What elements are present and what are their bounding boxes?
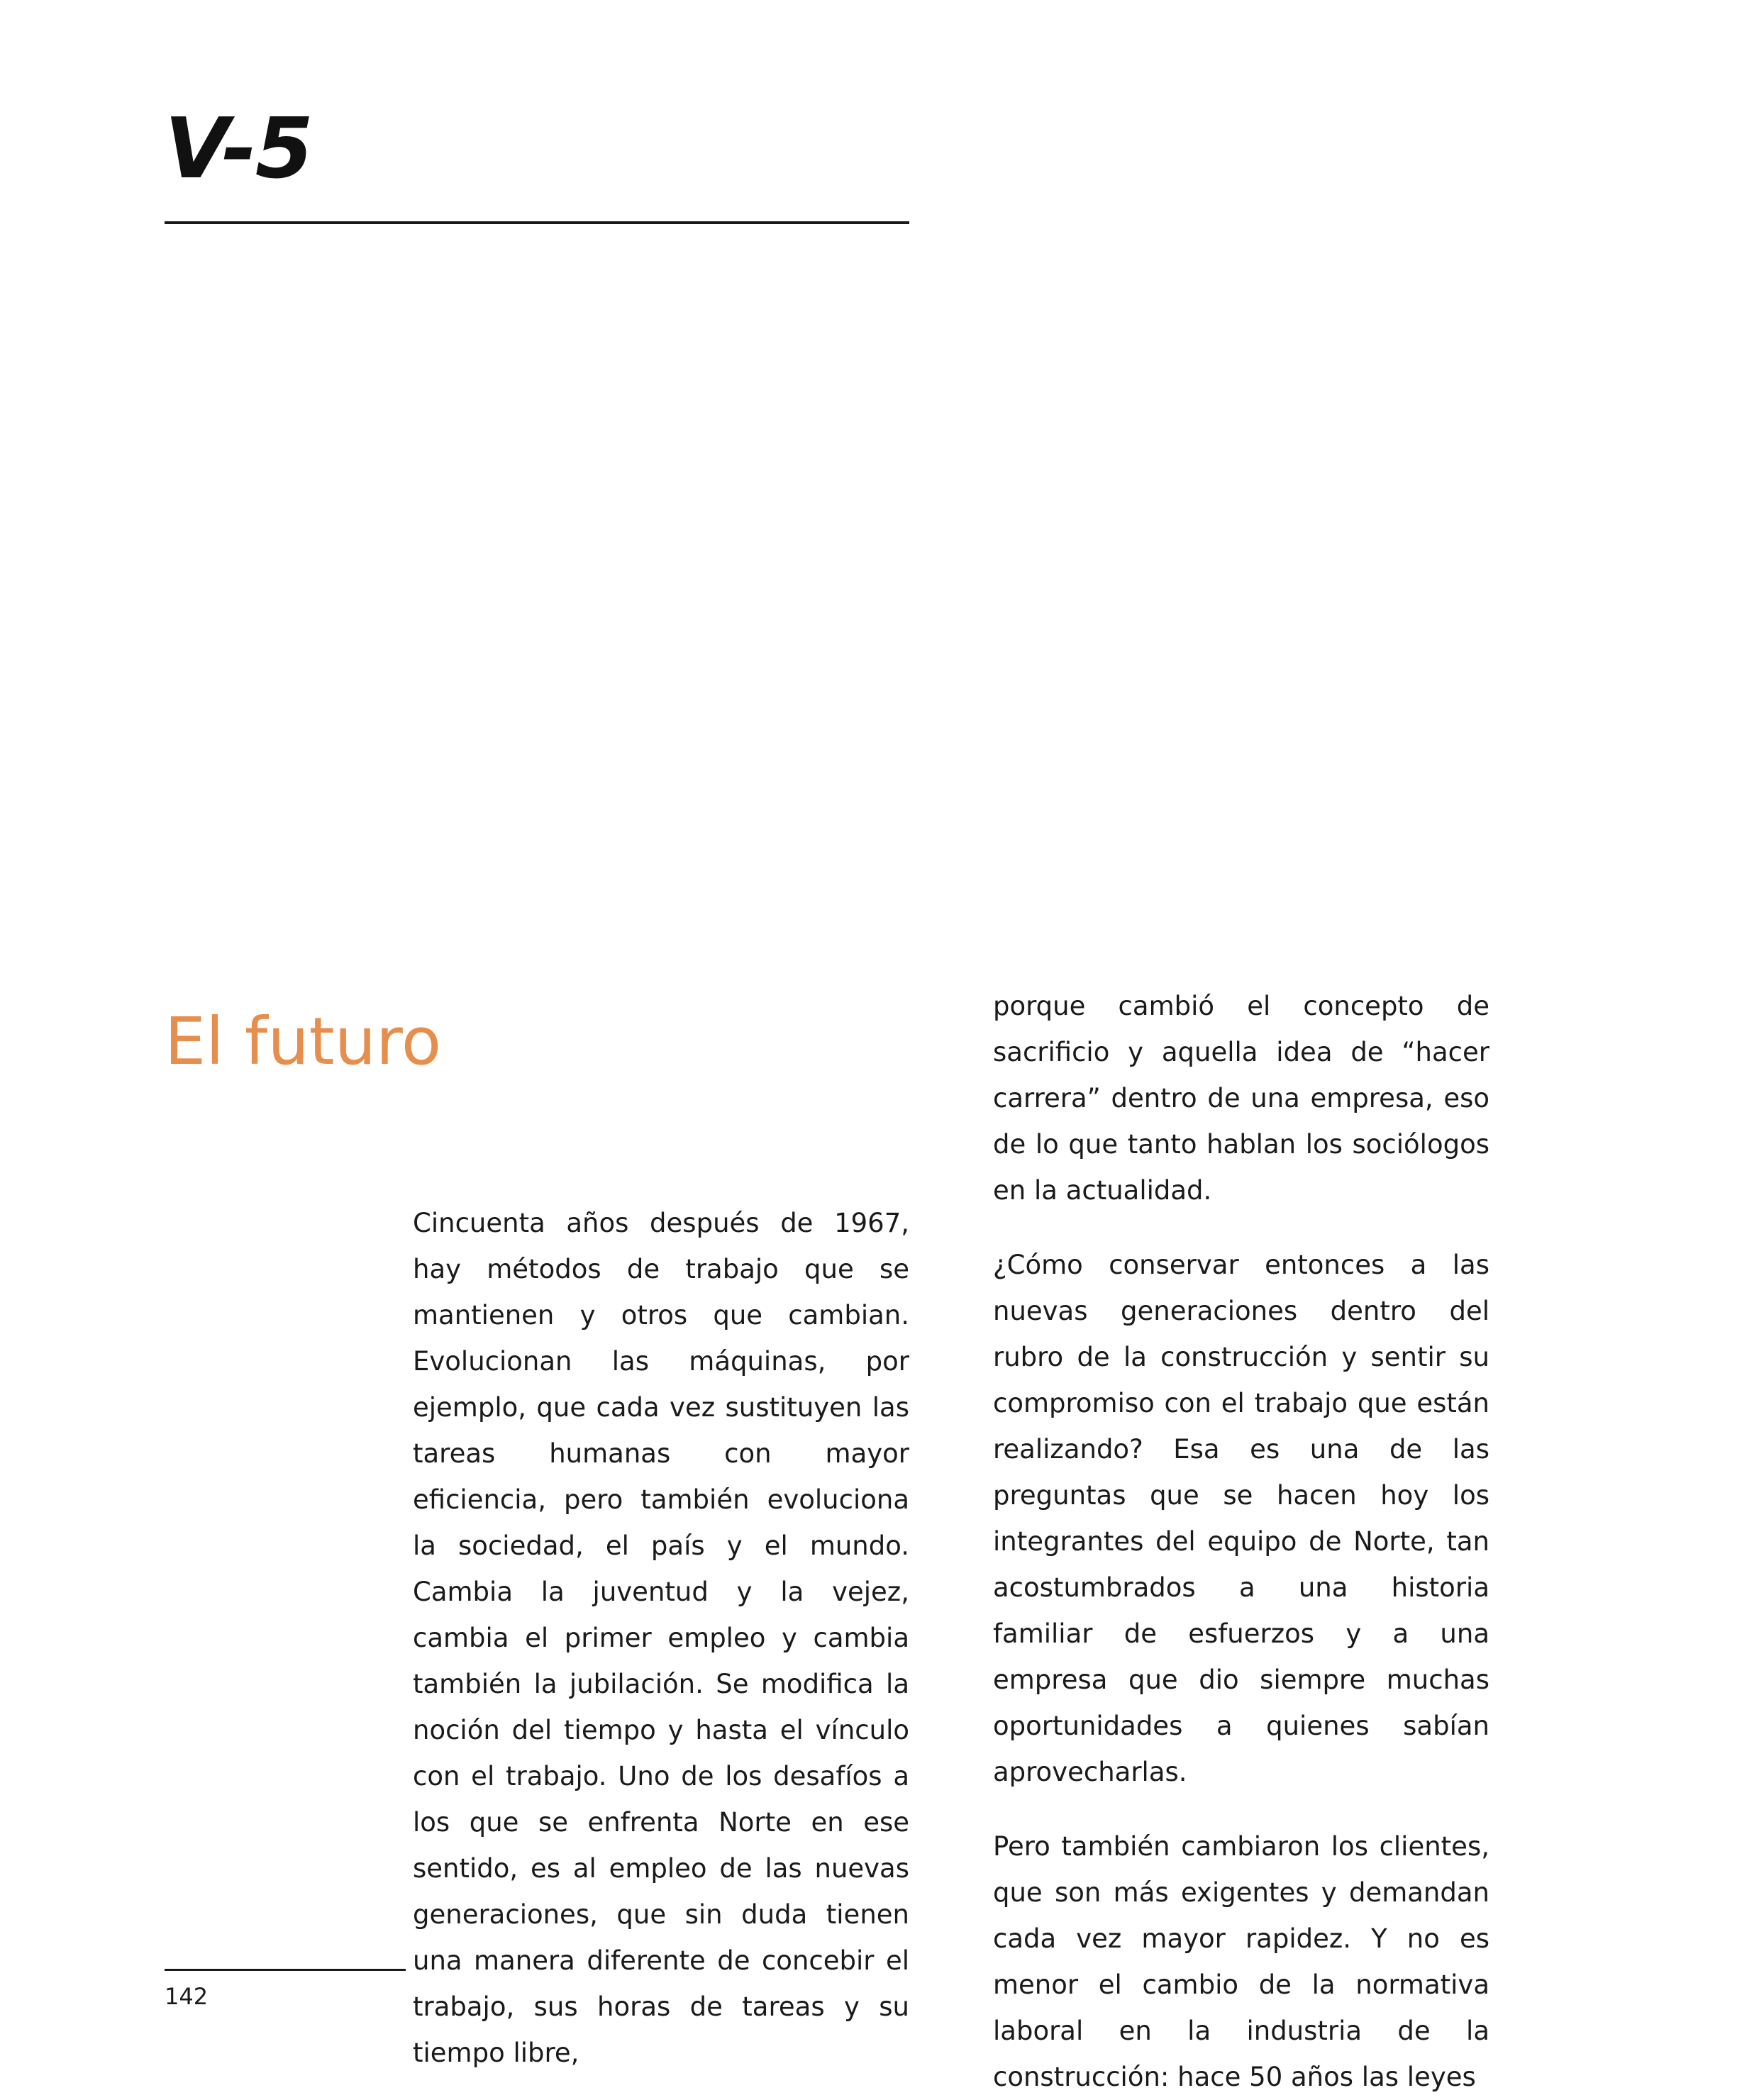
body-paragraph: porque cambió el concepto de sacrificio y aquella idea de “hacer carrera” dentro de una empresa, eso de lo que tanto hablan los sociólogos en la actualidad. (993, 991, 1489, 1206)
body-paragraph: Cincuenta años después de 1967, hay métodos de trabajo que se mantienen y otros que cambian. Evolucionan las máquinas, por ejemplo, que cada vez sustituyen las tareas humanas con mayor eficiencia, pero también evoluciona la sociedad, el país y el mundo. Cambia la juventud y la vejez, cambia el primer empleo y cambia también la jubilación. Se modifica la noción del tiempo y hasta el vínculo con el trabajo. Uno de los desafíos a los que se enfrenta Norte en ese sentido, es al empleo de las nuevas generaciones, que sin duda tienen una manera diferente de concebir el trabajo, sus horas de tareas y su tiempo libre, (413, 1208, 909, 2068)
chapter-code: V-5 (165, 99, 312, 197)
footer-divider (165, 1969, 406, 1971)
body-paragraph: ¿Cómo conservar entonces a las nuevas generaciones dentro del rubro de la construcción y sentir su compromiso con el trabajo que están realizando? Esa es una de las preguntas que se hacen hoy los integrantes del equipo de Norte, tan acostumbrados a una historia familiar de esfuerzos y a una empresa que dio siempre muchas oportunidades a quienes sabían aprovecharlas. (993, 1250, 1489, 1787)
body-column-left (413, 1200, 909, 2076)
body-paragraph: Pero también cambiaron los clientes, que son más exigentes y demandan cada vez mayor rapidez. Y no es menor el cambio de la normativa laboral en la industria de la construcción: hace 50 años las leyes (993, 1831, 1489, 2092)
section-title: El futuro (165, 1004, 442, 1079)
body-column-right (993, 983, 1489, 2100)
page-number: 142 (165, 1983, 209, 2010)
chapter-divider (165, 221, 909, 224)
